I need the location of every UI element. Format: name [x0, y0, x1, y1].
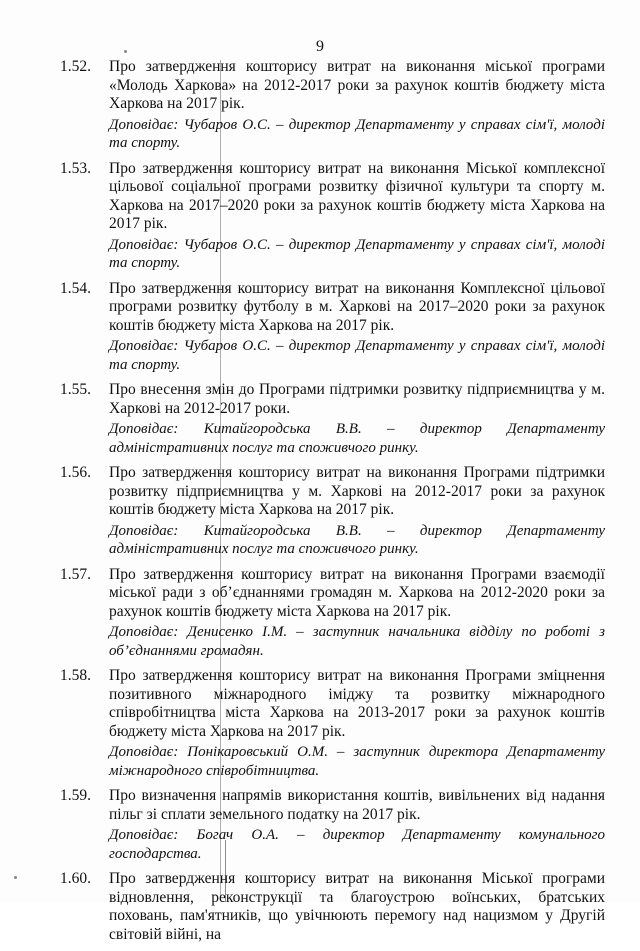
agenda-item-number: 1.59. [60, 787, 91, 804]
agenda-item-number: 1.52. [60, 58, 91, 75]
agenda-item-reporter: Доповідає: Денисенко І.М. – заступник начальника відділу по роботі з об’єднаннями громадян. [109, 624, 605, 659]
agenda-item-text: Про внесення змін до Програми підтримки розвитку підприємництва у м. Харкові на 2012-2017 роки. [109, 381, 605, 417]
agenda-item-number: 1.57. [60, 565, 91, 583]
agenda-item-number: 1.54. [60, 279, 91, 297]
page-number: 9 [316, 38, 324, 55]
agenda-item [0, 667, 640, 780]
agenda-item-reporter: Доповідає: Китайгородська В.В. – директор Департаменту адміністративних послуг та споживчого ринку. [109, 522, 605, 557]
agenda-item-body [109, 464, 605, 559]
agenda-item [0, 58, 640, 153]
agenda-item-text: Про визначення напрямів використання коштів, вивільнених від надання пільг зі сплати земельного податку на 2017 рік. [109, 787, 605, 823]
agenda-item-text: Про затвердження кошторису витрат на виконання Міської комплексної цільової соціальної програми розвитку фізичної культури та спорту м. Харкова на 2017–2020 роки за рахунок коштів бюджету міста Харкова на 2017 рік. [109, 159, 605, 232]
agenda-item-text: Про затвердження кошторису витрат на виконання Комплексної цільової програми розвитку футболу в м. Харкові на 2017–2020 роки за рахунок коштів бюджету міста Харкова на 2017 рік. [109, 279, 605, 334]
agenda-item-number: 1.56. [60, 464, 91, 481]
agenda-item-body [109, 280, 605, 375]
agenda-item-body [109, 787, 605, 863]
agenda-item [0, 280, 640, 375]
agenda-item-text: Про затвердження кошторису витрат на виконання Міської програми відновлення, реконструкції та благоустрою воїнських, братських поховань, пам'ятників, що увічнюють перемогу над нацизмом у Другій світовій війні, на [109, 870, 605, 943]
agenda-item-reporter: Доповідає: Китайгородська В.В. – директор Департаменту адміністративних послуг та споживчого ринку. [109, 421, 605, 456]
agenda-item-body [109, 566, 605, 661]
scan-artifact-dot [124, 50, 127, 53]
agenda-item-text: Про затвердження кошторису витрат на виконання Програми взаємодії міської ради з об’єднаннями громадян м. Харкова на 2012-2020 роки за рахунок коштів бюджету міста Харкова на 2017 рік. [109, 565, 605, 620]
agenda-item [0, 870, 640, 944]
agenda-item-body [109, 58, 605, 153]
agenda-item-number: 1.55. [60, 381, 91, 398]
agenda-item [0, 566, 640, 661]
agenda-item-reporter: Доповідає: Чубаров О.С. – директор Департаменту у справах сім'ї, молоді та спорту. [109, 236, 605, 271]
agenda-item-number: 1.53. [60, 159, 91, 177]
agenda-item [0, 381, 640, 457]
agenda-item-text: Про затвердження кошторису витрат на виконання Програми зміцнення позитивного міжнародного іміджу та розвитку міжнародного співробітництва міста Харкова на 2013-2017 роки за рахунок коштів бюджету міста Харкова на 2017 рік. [109, 667, 605, 740]
agenda-item-reporter: Доповідає: Чубаров О.С. – директор Департаменту у справах сім'ї, молоді та спорту. [109, 338, 605, 373]
agenda-item-reporter: Доповідає: Богач О.А. – директор Департаменту комунального господарства. [109, 827, 605, 862]
agenda-item-reporter: Доповідає: Чубаров О.С. – директор Департаменту у справах сім'ї, молоді та спорту. [109, 116, 605, 151]
agenda-item [0, 160, 640, 273]
agenda-item-body [109, 667, 605, 780]
agenda-item-text: Про затвердження кошторису витрат на виконання міської програми «Молодь Харкова» на 2012-2017 роки за рахунок коштів бюджету міста Харкова на 2017 рік. [109, 58, 605, 112]
agenda-item-number: 1.60. [60, 870, 91, 887]
agenda-item-body [109, 160, 605, 273]
agenda-item-number: 1.58. [60, 667, 91, 684]
agenda-item-text: Про затвердження кошторису витрат на виконання Програми підтримки розвитку підприємництва у м. Харкові на 2012-2017 роки за рахунок коштів бюджету міста Харкова на 2017 рік. [109, 464, 605, 518]
agenda-list [0, 58, 640, 951]
agenda-item-body [109, 870, 605, 944]
agenda-item-body [109, 381, 605, 457]
agenda-item [0, 464, 640, 559]
agenda-item [0, 787, 640, 863]
agenda-item-reporter: Доповідає: Понікаровський О.М. – заступник директора Департаменту міжнародного співробітництва. [109, 744, 605, 779]
